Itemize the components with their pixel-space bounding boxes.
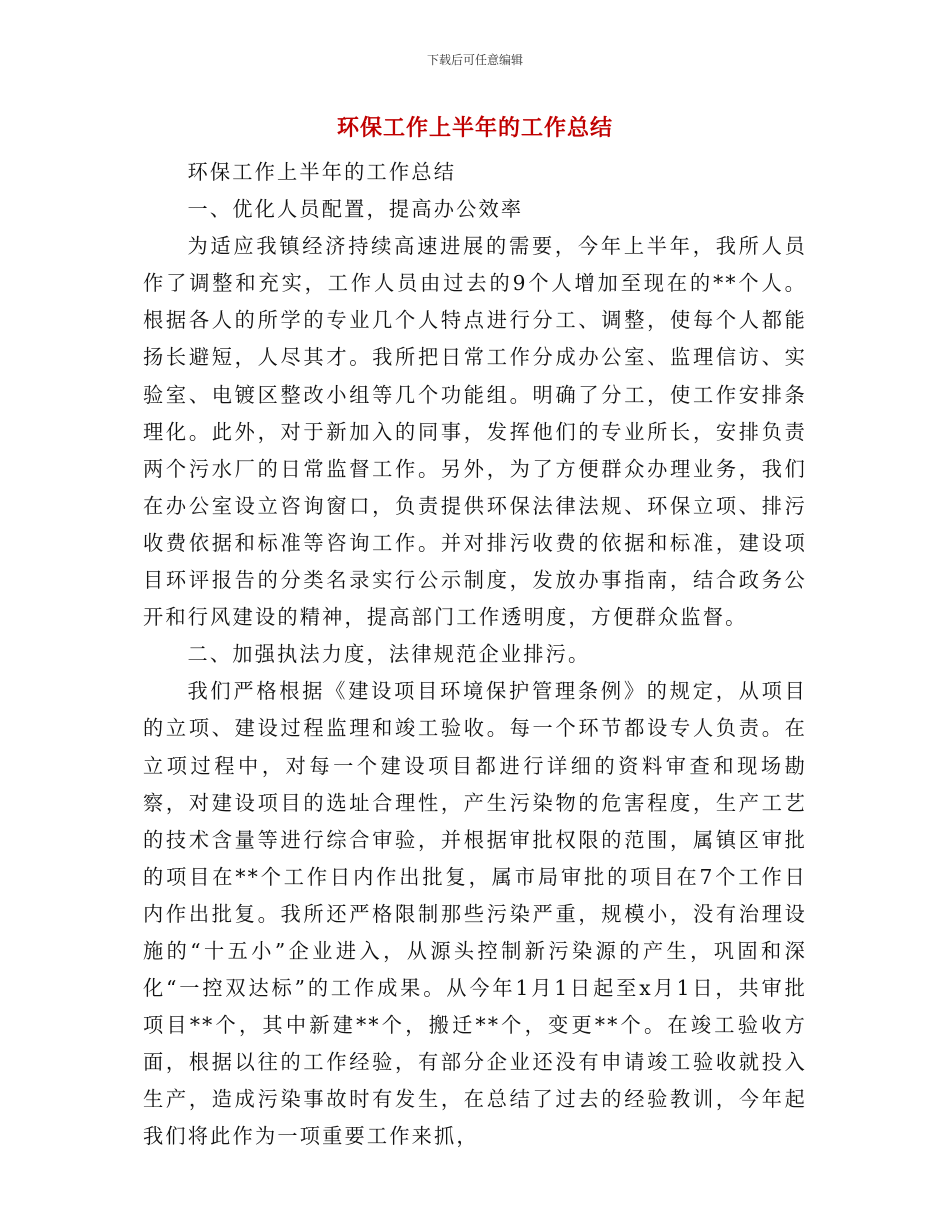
document-title: 环保工作上半年的工作总结 [336,115,613,141]
section-heading-2: 二、加强执法力度，法律规范企业排污。 [187,642,591,667]
paragraph-section-1: 为适应我镇经济持续高速进展的需要，今年上半年，我所人员作了调整和充实，工作人员由过去的9个人增加至现在的**个人。根据各人的所学的专业几个人特点进行分工、调整，使每个人都能扬长避短，人尽其才。我所把日常工作分成办公室、监理信访、实验室、电镀区整改小组等几个功能组。明确了分工，使工作安排条理化。此外，对于新加入的同事，发挥他们的专业所长，安排负责两个污水厂的日常监督工作。另外，为了方便群众办理业务，我们在办公室设立咨询窗口，负责提供环保法律法规、环保立项、排污收费依据和标准等咨询工作。并对排污收费的依据和标准，建设项目环评报告的分类名录实行公示制度，发放办事指南，结合政务公开和行风建设的精神，提高部门工作透明度，方便群众监督。 [143,234,807,630]
section-heading-1: 一、优化人员配置，提高办公效率 [187,197,524,222]
paragraph-section-2: 我们严格根据《建设项目环境保护管理条例》的规定，从项目的立项、建设过程监理和竣工验收。每一个环节都设专人负责。在立项过程中，对每一个建设项目都进行详细的资料审查和现场勘察，对建设项目的选址合理性，产生污染物的危害程度，生产工艺的技术含量等进行综合审验，并根据审批权限的范围，属镇区审批的项目在**个工作日内作出批复，属市局审批的项目在7个工作日内作出批复。我所还严格限制那些污染严重，规模小，没有治理设施的“十五小”企业进入，从源头控制新污染源的产生，巩固和深化“一控双达标”的工作成果。从今年1月1日起至x月1日，共审批项目**个，其中新建**个，搬迁**个，变更**个。在竣工验收方面，根据以往的工作经验，有部分企业还没有申请竣工验收就投入生产，造成污染事故时有发生，在总结了过去的经验教训，今年起我们将此作为一项重要工作来抓， [143,679,807,1149]
paragraph-subtitle: 环保工作上半年的工作总结 [187,160,457,184]
document-body [143,154,807,1156]
page-header-note: 下载后可任意编辑 [426,53,523,67]
